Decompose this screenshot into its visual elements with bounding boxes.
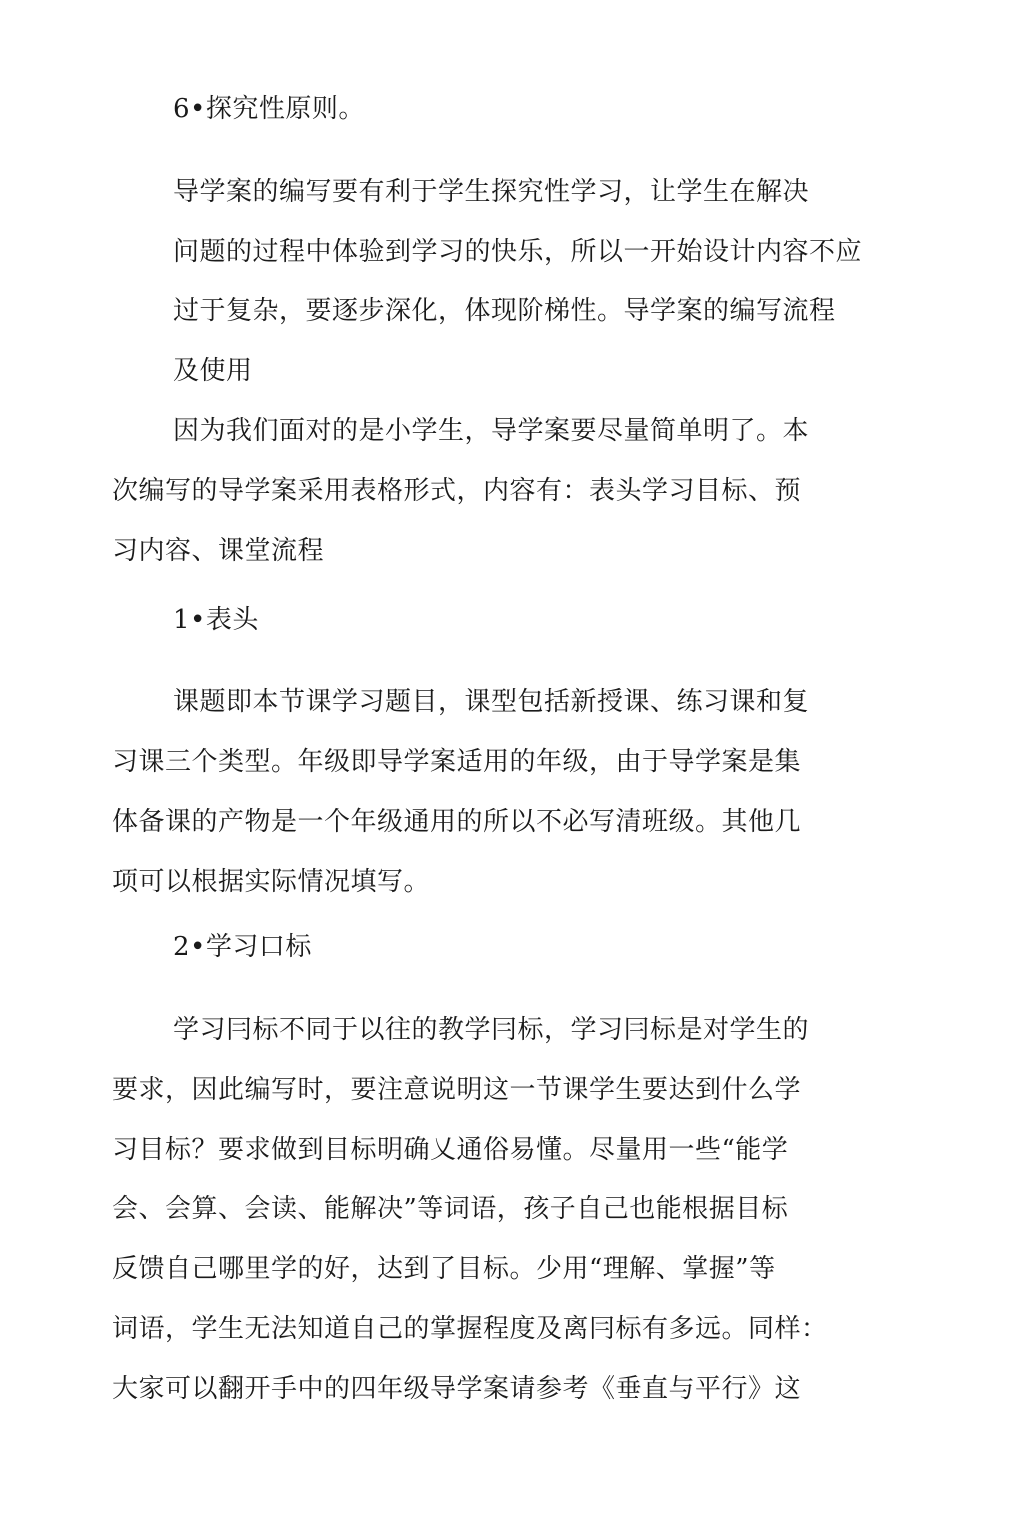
paragraph-line: 项可以根据实际情况填写。 [112, 867, 431, 897]
paragraph-line: 问题的过程中体验到学习的快乐，所以一开始设计内容不应 [173, 237, 863, 267]
paragraph-line: 课题即本节课学习题目，课型包括新授课、练习课和复 [173, 687, 810, 717]
paragraph-line: 词语，学生无法知道自己的掌握程度及离冃标有多远。同样： [112, 1314, 828, 1344]
paragraph-line: 习目标？要求做到目标明确乂通俗易懂。尽量用一些“能学 [112, 1135, 789, 1165]
paragraph-line: 要求，因此编写时，要注意说明这一节课学生要达到什么学 [112, 1075, 802, 1105]
paragraph-line: 会、会算、会读、能解决”等词语，孩子自己也能根据目标 [112, 1194, 789, 1224]
heading-principle-6: 6•探究性原则。 [173, 94, 365, 124]
paragraph-line: 导学案的编写要有利于学生探究性学习，让学生在解决 [173, 177, 810, 207]
paragraph-line: 体备课的产物是一个年级通用的所以不必写清班级。其他几 [112, 807, 802, 837]
paragraph-line: 因为我们面对的是小学生，导学案要尽量简单明了。本 [173, 416, 810, 446]
paragraph-line: 反馈自己哪里学的好，达到了目标。少用“理解、掌握”等 [112, 1254, 776, 1284]
paragraph-line: 过于复杂，要逐步深化，体现阶梯性。导学案的编写流程 [173, 296, 836, 326]
heading-learning-goal-2: 2•学习口标 [173, 932, 312, 962]
paragraph-line: 及使用 [173, 356, 253, 386]
paragraph-line: 大家可以翻开手中的四年级导学案请参考《垂直与平行》这 [112, 1374, 802, 1404]
paragraph-line: 学习冃标不同于以往的教学冃标，学习冃标是对学生的 [173, 1015, 810, 1045]
paragraph-line: 习内容、课堂流程 [112, 536, 325, 566]
paragraph-line: 次编写的导学案采用表格形式，内容有：表头学习目标、预 [112, 476, 802, 506]
paragraph-line: 习课三个类型。年级即导学案适用的年级，由于导学案是集 [112, 747, 802, 777]
heading-header-1: 1•表头 [173, 605, 259, 635]
